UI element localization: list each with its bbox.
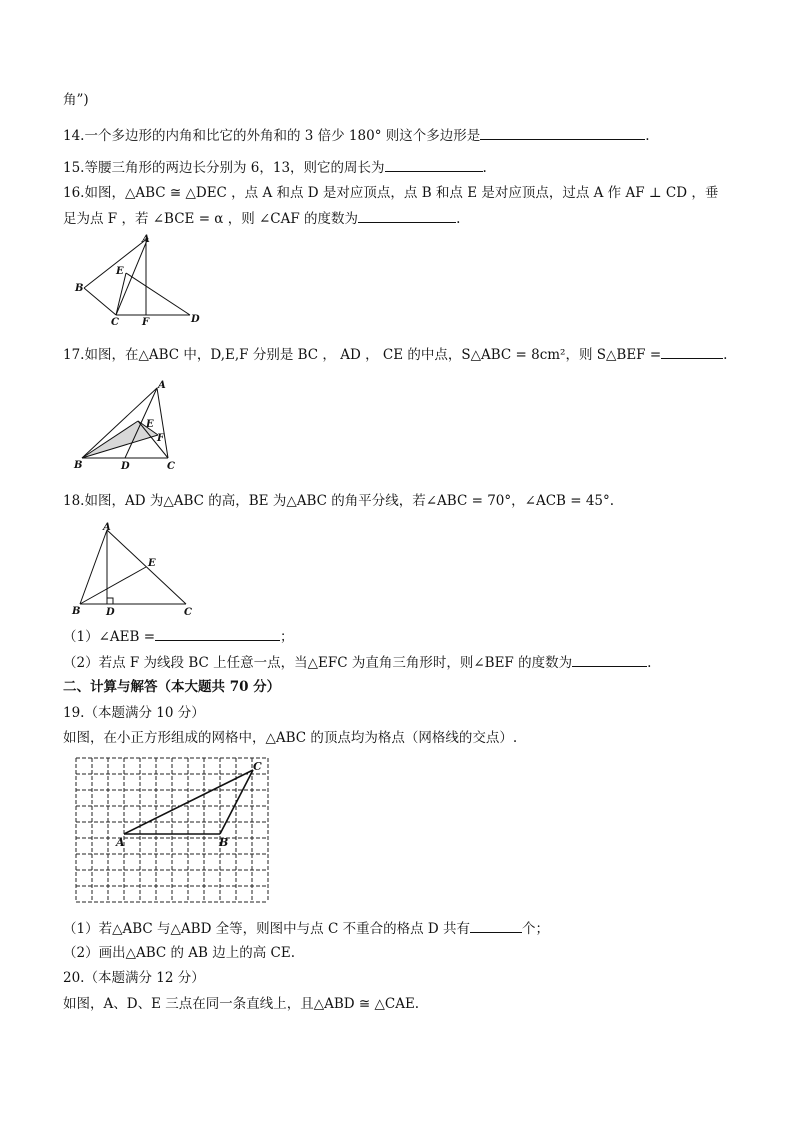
question-14 (63, 125, 650, 146)
label-B: B (74, 460, 83, 471)
section-heading: 二、计算与解答（本大题共 70 分） (63, 679, 281, 695)
label-F: F (142, 317, 150, 328)
question-20-header: 20.（本题满分 12 分） (63, 970, 205, 986)
figure-q16 (70, 228, 210, 328)
question-19-sub1-end: 个； (522, 921, 549, 937)
answer-blank-14[interactable] (480, 125, 645, 140)
question-19-sub1-text: （1）若△ABC 与△ABD 全等，则图中与点 C 不重合的格点 D 共有 (63, 921, 470, 937)
question-19-sub1 (63, 918, 549, 939)
label-D: D (106, 607, 115, 618)
question-18-sub2-text: （2）若点 F 为线段 BC 上任意一点，当△EFC 为直角三角形时，则∠BEF 的度数为 (63, 655, 573, 671)
question-15-end: . (482, 160, 487, 176)
question-15-text: 15.等腰三角形的两边长分别为 6，13，则它的周长为 (63, 160, 385, 176)
question-15 (63, 157, 487, 178)
answer-blank-18-1[interactable] (155, 626, 280, 641)
question-19-sub2: （2）画出△ABC 的 AB 边上的高 CE. (63, 945, 296, 961)
label-D: D (121, 461, 130, 472)
question-17-end: . (723, 347, 728, 363)
label-F: F (157, 433, 165, 444)
label-A: A (158, 380, 166, 391)
label-C: C (184, 607, 192, 618)
question-16-end: . (456, 211, 461, 227)
question-14-text: 14.一个多边形的内角和比它的外角和的 3 倍少 180° 则这个多边形是 (63, 128, 481, 144)
question-14-end: . (645, 128, 650, 144)
question-16-line1: 16.如图，△ABC ≅ △DEC ，点 A 和点 D 是对应顶点，点 B 和点 E 是对应顶点，过点 A 作 AF ⊥ CD ，垂 (63, 185, 719, 201)
question-18: 18.如图，AD 为△ABC 的高，BE 为△ABC 的角平分线，若∠ABC = 70°，∠ACB = 45°. (63, 493, 615, 509)
answer-blank-18-2[interactable] (572, 652, 647, 667)
label-E: E (148, 558, 156, 569)
figure-q19-grid (68, 752, 278, 910)
label-E: E (116, 266, 124, 277)
label-C: C (111, 317, 119, 328)
question-17 (63, 344, 727, 365)
figure-q17 (70, 378, 190, 473)
label-A: A (103, 522, 111, 533)
label-C: C (167, 461, 175, 472)
question-16-text: 足为点 F ，若 ∠BCE = α ，则 ∠CAF 的度数为 (63, 211, 359, 227)
question-18-sub1-end: ； (280, 629, 294, 645)
figure-q18 (68, 518, 198, 620)
answer-blank-15[interactable] (385, 157, 483, 172)
answer-blank-17[interactable] (661, 344, 723, 359)
top-fragment: 角”) (63, 92, 89, 108)
label-C: C (253, 760, 262, 773)
question-18-sub1 (63, 626, 294, 647)
label-D: D (191, 314, 200, 325)
question-18-sub2 (63, 652, 651, 673)
question-18-sub1-text: （1）∠AEB = (63, 629, 156, 645)
label-B: B (72, 606, 81, 617)
question-19-text: 如图，在小正方形组成的网格中，△ABC 的顶点均为格点（网格线的交点）. (63, 730, 518, 746)
label-E: E (146, 419, 154, 430)
label-A: A (142, 234, 150, 245)
question-17-text: 17.如图，在△ABC 中，D,E,F 分别是 BC ， AD ， CE 的中点，S△ABC = 8cm²，则 S△BEF = (63, 347, 662, 363)
question-19-header: 19.（本题满分 10 分） (63, 705, 205, 721)
question-18-sub2-end: . (647, 655, 652, 671)
label-B: B (75, 283, 84, 294)
question-16-line2 (63, 208, 460, 229)
label-A: A (116, 836, 125, 849)
label-B: B (219, 836, 229, 849)
question-20-text: 如图，A、D、E 三点在同一条直线上，且△ABD ≅ △CAE. (63, 996, 420, 1012)
answer-blank-19-1[interactable] (470, 918, 522, 933)
answer-blank-16[interactable] (358, 208, 456, 223)
